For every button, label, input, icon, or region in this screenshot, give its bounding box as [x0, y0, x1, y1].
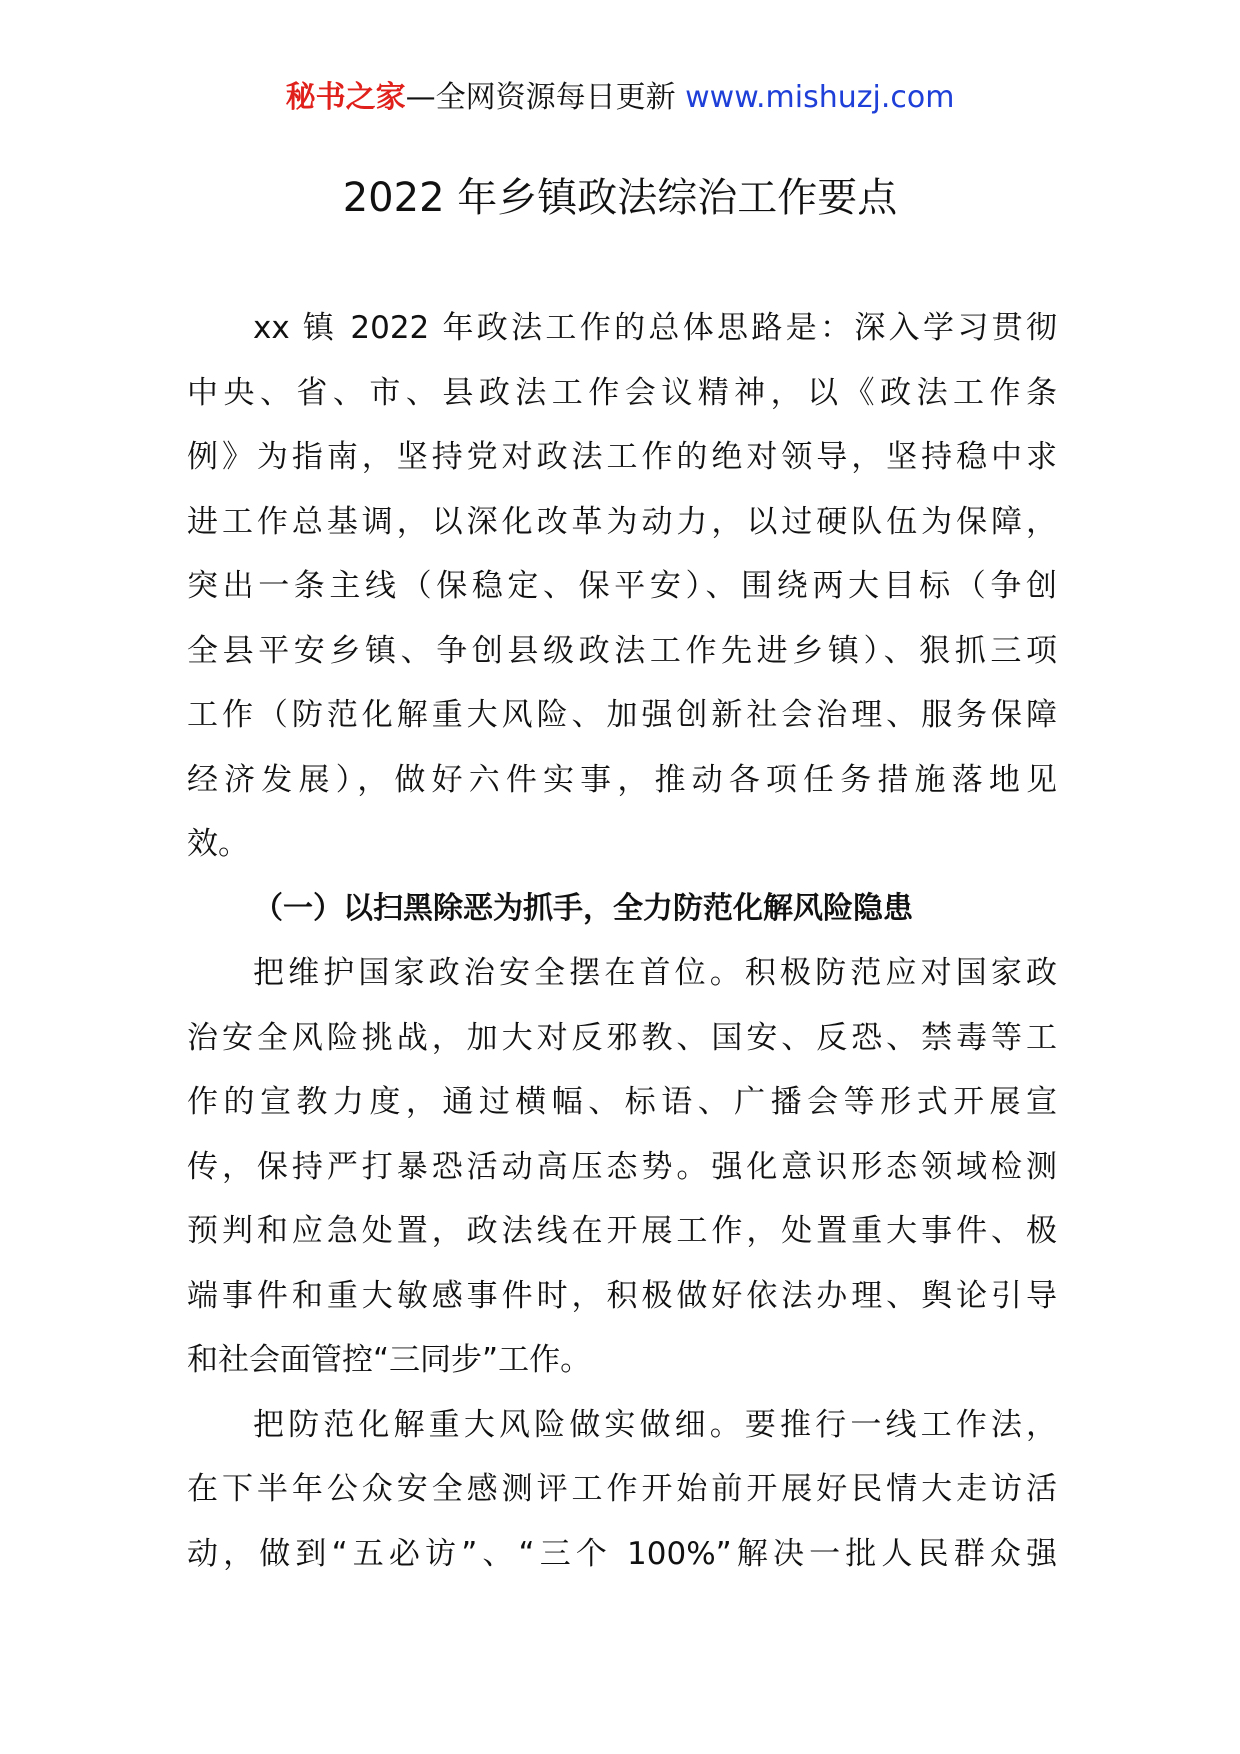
site-header	[0, 78, 1240, 118]
paragraph-line: 传，保持严打暴恐活动高压态势。强化意识形态领域检测	[187, 1148, 1057, 1185]
paragraph-line: 在下半年公众安全感测评工作开始前开展好民情大走访活	[187, 1471, 1057, 1507]
paragraph-line: 中央、省、市、县政法工作会议精神，以《政法工作条	[187, 374, 1057, 411]
document-body	[187, 296, 1057, 1586]
paragraph-line: 动，做到“五必访”、“三个 100%”解决一批人民群众强	[187, 1535, 1057, 1572]
paragraph-line: 和社会面管控“三同步”工作。	[187, 1342, 592, 1378]
section-heading: （一）以扫黑除恶为抓手，全力防范化解风险隐患	[253, 890, 913, 926]
paragraph-line: 预判和应急处置，政法线在开展工作，处置重大事件、极	[187, 1213, 1057, 1249]
paragraph-line: 端事件和重大敏感事件时，积极做好依法办理、舆论引导	[187, 1277, 1057, 1314]
paragraph-line: 工作（防范化解重大风险、加强创新社会治理、服务保障	[187, 697, 1057, 733]
paragraph-line: 突出一条主线（保稳定、保平安）、围绕两大目标（争创	[187, 568, 1057, 604]
paragraph-line: 把维护国家政治安全摆在首位。积极防范应对国家政	[253, 955, 1057, 991]
paragraph-line: 例》为指南，坚持党对政法工作的绝对领导，坚持稳中求	[187, 439, 1057, 475]
paragraph-line: 全县平安乡镇、争创县级政法工作先进乡镇）、狠抓三项	[187, 632, 1057, 669]
paragraph-line: 进工作总基调，以深化改革为动力，以过硬队伍为保障，	[187, 503, 1057, 540]
document-title: 2022 年乡镇政法综治工作要点	[342, 175, 898, 221]
site-url-link[interactable]: www.mishuzj.com	[685, 80, 955, 115]
paragraph-line: 效。	[187, 826, 249, 862]
site-tagline: —全网资源每日更新	[405, 80, 686, 115]
paragraph-line: 把防范化解重大风险做实做细。要推行一线工作法，	[253, 1406, 1057, 1443]
site-brand: 秘书之家	[285, 80, 406, 115]
paragraph-line: 作的宣教力度，通过横幅、标语、广播会等形式开展宣	[187, 1084, 1057, 1120]
paragraph-line: 经济发展），做好六件实事，推动各项任务措施落地见	[187, 761, 1057, 798]
paragraph-line: xx 镇 2022 年政法工作的总体思路是：深入学习贯彻	[253, 310, 1057, 346]
paragraph-line: 治安全风险挑战，加大对反邪教、国安、反恐、禁毒等工	[187, 1019, 1057, 1056]
